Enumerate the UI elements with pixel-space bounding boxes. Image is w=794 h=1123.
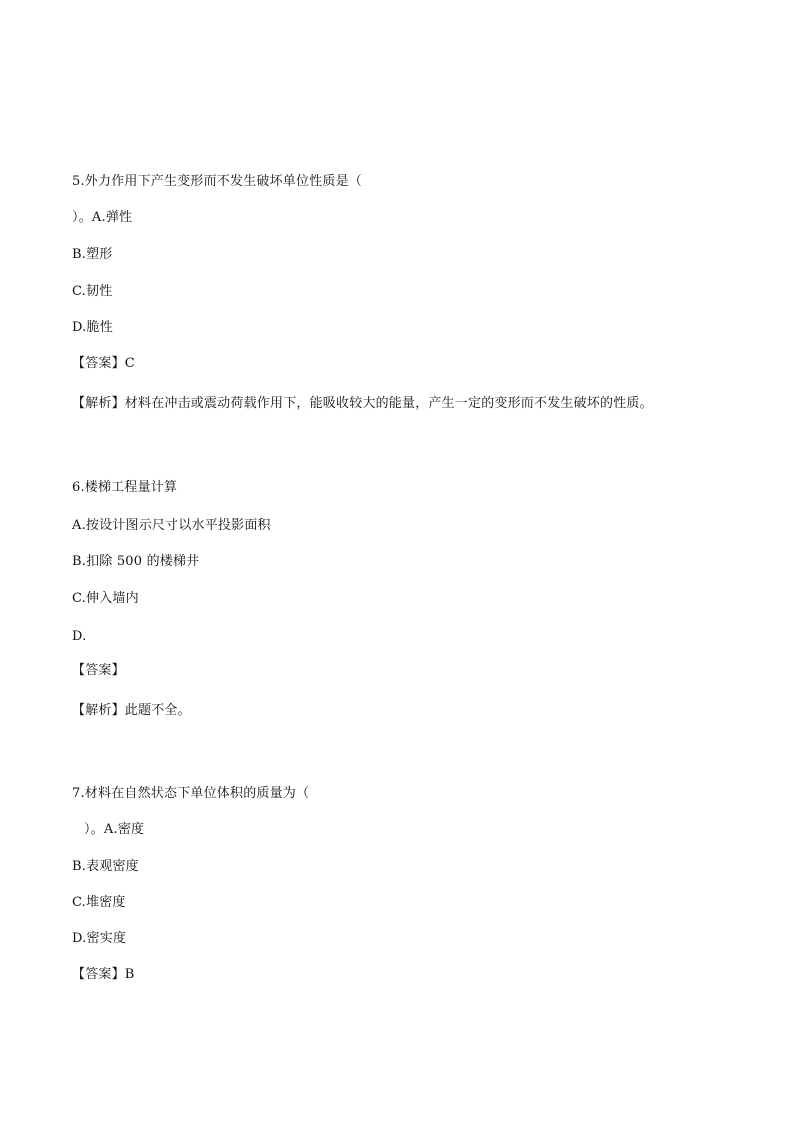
question-7-answer: 【答案】B: [72, 967, 135, 982]
question-7-stem-line1: 7.材料在自然状态下单位体积的质量为（: [72, 786, 310, 801]
question-6-analysis: 【解析】此题不全。: [72, 703, 191, 718]
question-5-stem-line1: 5.外力作用下产生变形而不发生破坏单位性质是（: [72, 174, 363, 189]
question-6-option-a: A.按设计图示尺寸以水平投影面积: [72, 518, 271, 533]
question-6-option-d: D.: [72, 629, 87, 644]
question-7-option-b: B.表观密度: [72, 859, 139, 874]
question-7-stem-line2: ）。A.密度: [84, 822, 145, 837]
question-5-option-c: C.韧性: [72, 284, 113, 299]
question-5-option-d: D.脆性: [72, 320, 113, 335]
question-6-option-b: B.扣除 500 的楼梯井: [72, 554, 200, 569]
question-6-answer: 【答案】: [72, 663, 125, 678]
question-6-option-c: C.伸入墙内: [72, 591, 139, 606]
question-7-option-d: D.密实度: [72, 931, 127, 946]
question-6-stem: 6.楼梯工程量计算: [72, 480, 178, 495]
question-5-option-b: B.塑形: [72, 247, 113, 262]
question-5-analysis: 【解析】材料在冲击或震动荷载作用下，能吸收较大的能量，产生一定的变形而不发生破坏的性质。: [72, 396, 653, 411]
question-5-stem-line2: ）。A.弹性: [72, 210, 133, 225]
question-5-answer: 【答案】C: [72, 356, 135, 371]
question-7-option-c: C.堆密度: [72, 895, 126, 910]
